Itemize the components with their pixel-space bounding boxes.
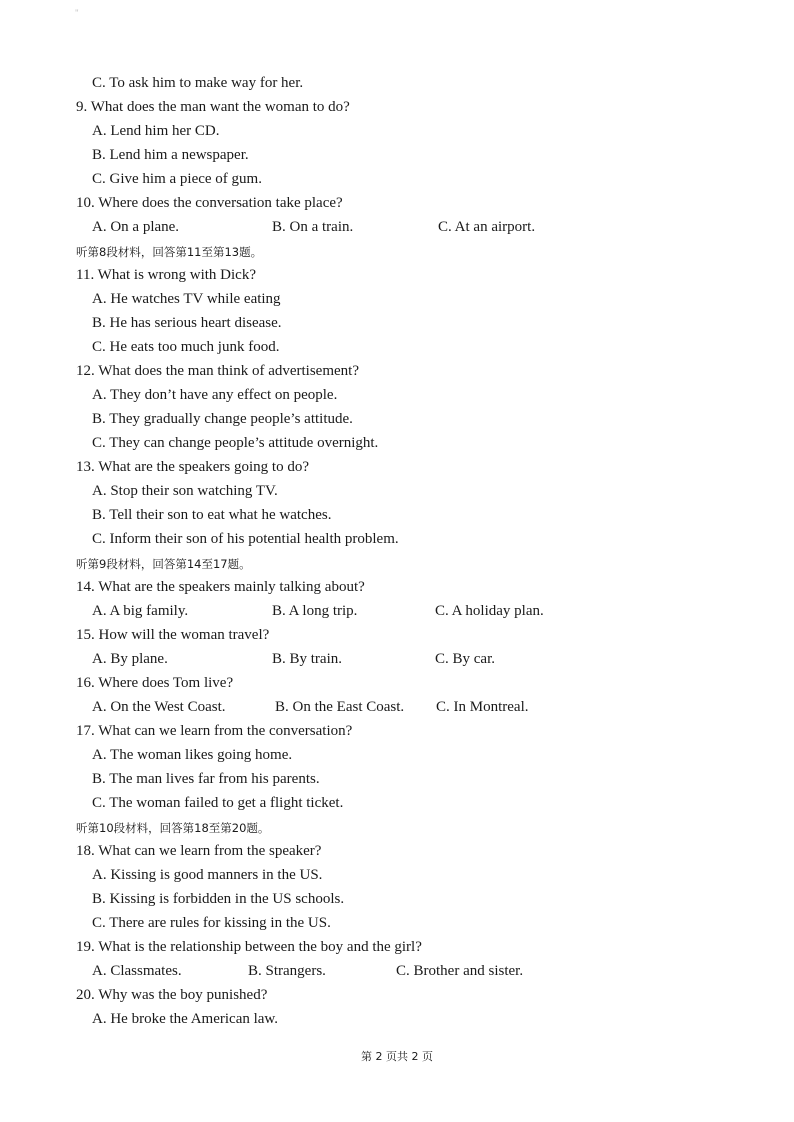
answer-option: C. Inform their son of his potential health problem.	[92, 531, 399, 547]
answer-option: A. On the West Coast.	[92, 699, 226, 715]
answer-option: A. They don’t have any effect on people.	[92, 387, 338, 403]
question-stem: 14. What are the speakers mainly talking about?	[76, 579, 365, 595]
answer-option: C. There are rules for kissing in the US.	[92, 915, 331, 931]
answer-option: B. Strangers.	[248, 963, 326, 979]
answer-option: A. The woman likes going home.	[92, 747, 293, 763]
answer-option: A. A big family.	[92, 603, 189, 619]
question-stem: 11. What is wrong with Dick?	[76, 267, 256, 283]
question-stem: 9. What does the man want the woman to do?	[76, 99, 350, 115]
question-stem: 12. What does the man think of advertisement?	[76, 363, 359, 379]
section-instruction: 听第9段材料，回答第14至17题。	[76, 557, 251, 571]
answer-option: A. Lend him her CD.	[92, 123, 220, 139]
answer-option: B. A long trip.	[272, 603, 358, 619]
answer-option: B. Lend him a newspaper.	[92, 147, 249, 163]
question-stem: 15. How will the woman travel?	[76, 627, 270, 643]
section-instruction: 听第8段材料，回答第11至第13题。	[76, 245, 263, 259]
question-stem: 10. Where does the conversation take place?	[76, 195, 343, 211]
answer-option: B. He has serious heart disease.	[92, 315, 282, 331]
answer-option: B. By train.	[272, 651, 342, 667]
answer-option: C. A holiday plan.	[435, 603, 544, 619]
answer-option: A. On a plane.	[92, 219, 180, 235]
question-stem: 20. Why was the boy punished?	[76, 987, 268, 1003]
answer-option: C. Brother and sister.	[396, 963, 524, 979]
answer-option: C. Give him a piece of gum.	[92, 171, 262, 187]
answer-option: B. On a train.	[272, 219, 354, 235]
section-instruction: 听第10段材料，回答第18至第20题。	[76, 821, 270, 835]
answer-option: C. To ask him to make way for her.	[92, 75, 304, 91]
answer-option: B. The man lives far from his parents.	[92, 771, 320, 787]
answer-option: C. The woman failed to get a flight ticket.	[92, 795, 344, 811]
answer-option: C. In Montreal.	[436, 699, 529, 715]
answer-option: A. Stop their son watching TV.	[92, 483, 278, 499]
page-footer: 第 2 页共 2 页	[361, 1050, 433, 1063]
answer-option: A. He broke the American law.	[92, 1011, 279, 1027]
answer-option: C. By car.	[435, 651, 495, 667]
question-stem: 17. What can we learn from the conversation?	[76, 723, 353, 739]
answer-option: C. At an airport.	[438, 219, 536, 235]
question-stem: 19. What is the relationship between the boy and the girl?	[76, 939, 422, 955]
corner-mark: "	[75, 8, 79, 18]
question-stem: 18. What can we learn from the speaker?	[76, 843, 322, 859]
answer-option: A. Kissing is good manners in the US.	[92, 867, 323, 883]
answer-option: C. He eats too much junk food.	[92, 339, 280, 355]
question-stem: 16. Where does Tom live?	[76, 675, 234, 691]
question-stem: 13. What are the speakers going to do?	[76, 459, 309, 475]
answer-option: A. He watches TV while eating	[92, 291, 281, 307]
answer-option: C. They can change people’s attitude overnight.	[92, 435, 379, 451]
answer-option: B. Kissing is forbidden in the US schools.	[92, 891, 345, 907]
answer-option: B. They gradually change people’s attitude.	[92, 411, 353, 427]
answer-option: B. On the East Coast.	[275, 699, 405, 715]
answer-option: B. Tell their son to eat what he watches.	[92, 507, 332, 523]
answer-option: A. By plane.	[92, 651, 168, 667]
answer-option: A. Classmates.	[92, 963, 182, 979]
